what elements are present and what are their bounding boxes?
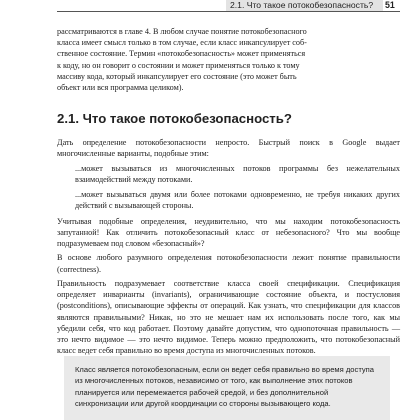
page-number: 51 bbox=[385, 0, 395, 10]
page-body bbox=[57, 26, 400, 360]
intro-line: объект или вся программа целиком). bbox=[57, 83, 184, 93]
intro-paragraph bbox=[57, 26, 400, 93]
paragraph-confusion: Учитывая подобные определения, неудивительно, что мы находим потокобезопасность запутанной! Как отличить потокобезопасный класс от небезопасного? Что мы вообще подразумеваем под словом «безопасный»? bbox=[57, 216, 400, 249]
quote-2-text: ...может вызываться двумя или более потоками одновременно, не требуя никаких других действий с вызывающей стороны. bbox=[75, 190, 400, 211]
paragraph-correctness: В основе любого разумного определения потокобезопасности лежит понятие правильности (correctness). bbox=[57, 253, 400, 274]
intro-line: класса имеет смысл только в том случае, если класс инкапсулирует соб- bbox=[57, 38, 307, 48]
intro-line: к коду, но он говорит о состоянии и может применяться только к тому bbox=[57, 60, 300, 70]
section-heading: 2.1. Что такое потокобезопасность? bbox=[57, 111, 292, 127]
running-head bbox=[0, 0, 420, 13]
running-head-rule bbox=[57, 11, 400, 12]
quote-2 bbox=[57, 189, 400, 211]
intro-line: ственное состояние. Термин «потокобезопасность» может применяться bbox=[57, 49, 306, 59]
section-heading-wrap bbox=[57, 111, 400, 127]
intro-line: массиву кода, который инкапсулирует его состояние (это может быть bbox=[57, 71, 297, 81]
running-head-title: 2.1. Что такое потокобезопасность? bbox=[230, 0, 374, 10]
quote-1 bbox=[57, 163, 400, 185]
intro-line: рассматриваются в главе 4. В любом случае понятие потокобезопасного bbox=[57, 27, 307, 36]
definition-text: Класс является потокобезопасным, если он ведет себя правильно во время доступа из многочисленных потоков, независимо от того, как выполнение этих потоков планируется или перемежается рабочей средой, и без дополнительной синхронизации или другой координации со стороны вызывающего кода. bbox=[75, 365, 375, 409]
quote-1-text: ...может вызываться из многочисленных потоков программы без нежелательных взаимодействий между потоками. bbox=[75, 163, 400, 185]
paragraph-definition: Дать определение потокобезопасности непросто. Быстрый поиск в Google выдает многочисленные варианты, подобные этим: bbox=[57, 138, 400, 159]
paragraph-specification: Правильность подразумевает соответствие класса своей спецификации. Спецификация определяет инварианты (invariants), ограничивающие состояние объекта, и постусловия (postconditions), описывающие эффекты от операций. Как узнать, что спецификации для классов являются правильными? Никак, но это не мешает нам их использовать после того, как мы убедили себя, что код работает. Поэтому давайте допустим, что однопоточная правильность — это нечто видимое — это нечто видимое. Теперь можно предположить, что потокобезопасный класс ведет себя правильно во время доступа из многочисленных потоков. bbox=[57, 279, 400, 356]
